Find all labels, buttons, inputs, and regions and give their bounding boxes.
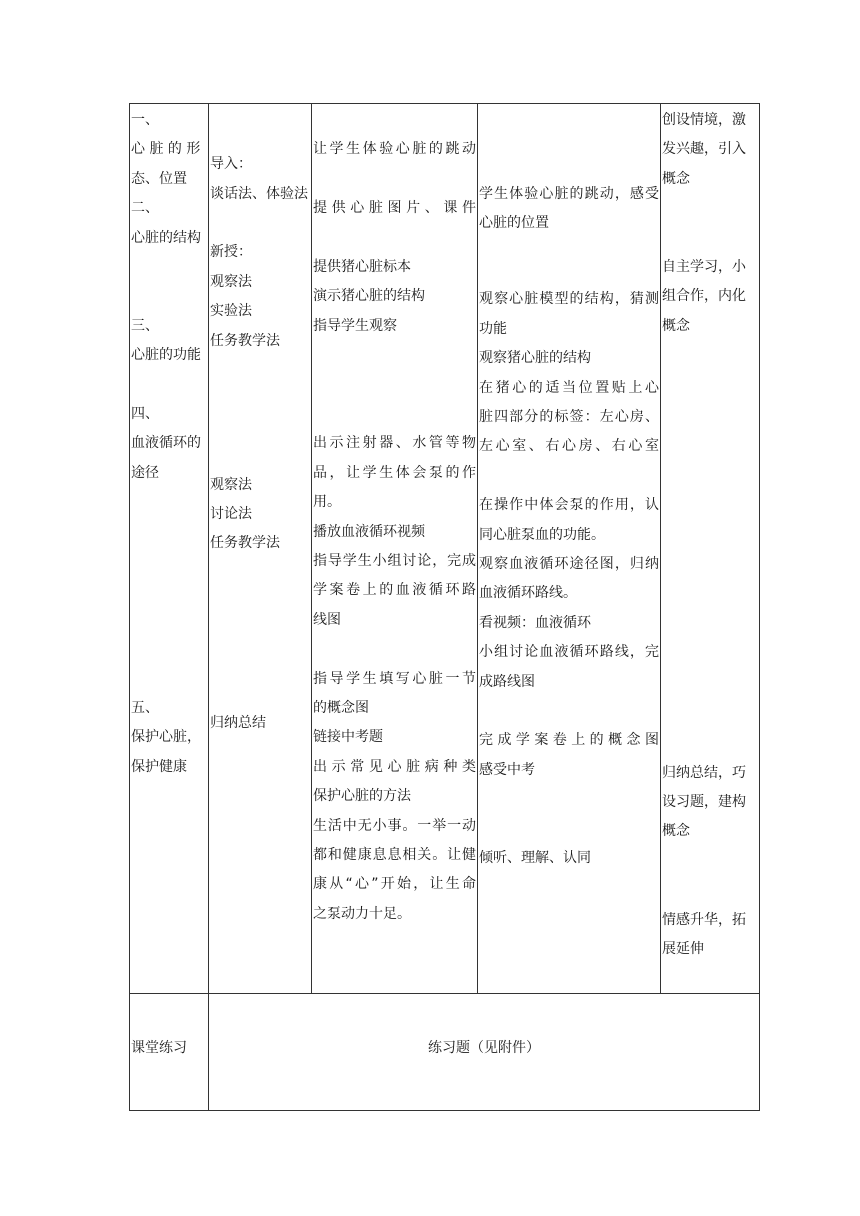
col-divider-2 <box>311 103 312 993</box>
col3-line: 线图 <box>313 611 341 628</box>
col-divider-1 <box>208 103 209 1111</box>
col4-line: 观察血液循环途径图，归纳 <box>479 555 659 572</box>
col3-line: 指导学生观察 <box>313 317 397 334</box>
col4-line: 成路线图 <box>479 673 535 690</box>
col1-line: 四、 <box>131 406 159 422</box>
col2-line: 实验法 <box>210 303 252 320</box>
col5-line: 设习题，建构 <box>662 794 746 811</box>
col3-line: 链接中考题 <box>313 729 383 746</box>
col4-line: 心脏的位置 <box>479 214 549 231</box>
col4-line: 完成学案卷上的概念图 <box>479 732 659 749</box>
col4-line: 在操作中体会泵的作用，认 <box>479 497 659 514</box>
col2-line: 观察法 <box>210 476 252 493</box>
col4-line: 小组讨论血液循环路线，完 <box>479 644 659 661</box>
col5-line: 归纳总结，巧 <box>662 764 746 781</box>
col2-line: 任务教学法 <box>210 535 280 552</box>
practice-content: 练习题（见附件） <box>428 1040 540 1056</box>
col3-line: 演示猪心脏的结构 <box>313 288 425 305</box>
col4-line: 倾听、理解、认同 <box>479 849 591 866</box>
col1-line: 一、 <box>131 112 159 128</box>
col3-line: 生活中无小事。一举一动 <box>313 817 476 834</box>
col1-line: 三、 <box>131 317 159 334</box>
col4-line: 在猪心的适当位置贴上心 <box>479 379 659 396</box>
col2-line: 归纳总结 <box>210 714 266 731</box>
col2-line: 导入： <box>210 156 252 173</box>
col5-line: 自主学习，小 <box>662 259 746 275</box>
col3-line: 让学生体验心脏的跳动 <box>313 141 476 158</box>
col1-line: 心脏的结构 <box>131 229 201 246</box>
col1-line: 五、 <box>131 700 159 716</box>
col3-line: 提供心脏图片、课件 <box>313 200 476 217</box>
col3-line: 出示常见心脏病种类 <box>313 758 476 775</box>
col3-line: 指导学生小组讨论，完成 <box>313 553 476 569</box>
col3-line: 品，让学生体会泵的作 <box>313 464 476 481</box>
col4-line: 同心脏泵血的功能。 <box>479 526 605 543</box>
col5-line: 组合作，内化 <box>662 288 746 305</box>
col3-line: 的概念图 <box>313 700 369 716</box>
col5-line: 创设情境，激 <box>662 112 746 128</box>
col-divider-4 <box>660 103 661 993</box>
col1-line: 保护心脏， <box>131 729 201 746</box>
col1-line: 保护健康 <box>131 758 187 775</box>
col3-line: 出示注射器、水管等物 <box>313 435 476 452</box>
col4-line: 脏四部分的标签：左心房、 <box>479 408 659 425</box>
col5-line: 概念 <box>662 170 690 187</box>
col2-line: 观察法 <box>210 273 252 290</box>
col5-line: 展延伸 <box>662 941 704 958</box>
row-divider <box>129 993 760 994</box>
col1-line: 心 脏 的 形 <box>131 141 201 158</box>
col2-line: 谈话法、体验法 <box>210 185 308 202</box>
col5-line: 概念 <box>662 317 690 334</box>
col3-line: 指导学生填写心脏一节 <box>313 670 476 687</box>
col2-line: 新授： <box>210 244 252 261</box>
col1-line: 途径 <box>131 464 159 481</box>
col5-line: 发兴趣，引入 <box>662 141 746 158</box>
col2-line: 讨论法 <box>210 505 252 522</box>
col3-line: 保护心脏的方法 <box>313 788 411 805</box>
col4-line: 看视频：血液循环 <box>479 614 591 631</box>
col1-line: 血液循环的 <box>131 435 201 452</box>
col3-line: 播放血液循环视频 <box>313 523 425 540</box>
col1-line: 二、 <box>131 200 159 217</box>
col3-line: 用。 <box>313 494 341 511</box>
col3-line: 都和健康息息相关。让健 <box>313 847 476 863</box>
col2-line: 任务教学法 <box>210 332 280 349</box>
col5-line: 情感升华，拓 <box>662 911 746 928</box>
col1-line: 态、位置 <box>131 170 187 187</box>
col3-line: 康从“心”开始，让生命 <box>313 876 476 893</box>
col4-line: 观察心脏模型的结构，猜测 <box>479 291 659 308</box>
col5-line: 概念 <box>662 823 690 840</box>
col4-line: 感受中考 <box>479 761 535 778</box>
col4-line: 功能 <box>479 320 507 337</box>
practice-label: 课堂练习 <box>131 1040 187 1056</box>
col3-line: 之泵动力十足。 <box>313 905 411 922</box>
col3-line: 学案卷上的血液循环路 <box>313 582 476 599</box>
col1-line: 心脏的功能 <box>131 347 201 364</box>
col4-line: 学生体验心脏的跳动，感受 <box>479 185 659 202</box>
col3-line: 提供猪心脏标本 <box>313 259 411 275</box>
col4-line: 左心室、右心房、右心室 <box>479 438 659 455</box>
col4-line: 血液循环路线。 <box>479 585 577 602</box>
col4-line: 观察猪心脏的结构 <box>479 350 591 367</box>
col-divider-3 <box>477 103 478 993</box>
